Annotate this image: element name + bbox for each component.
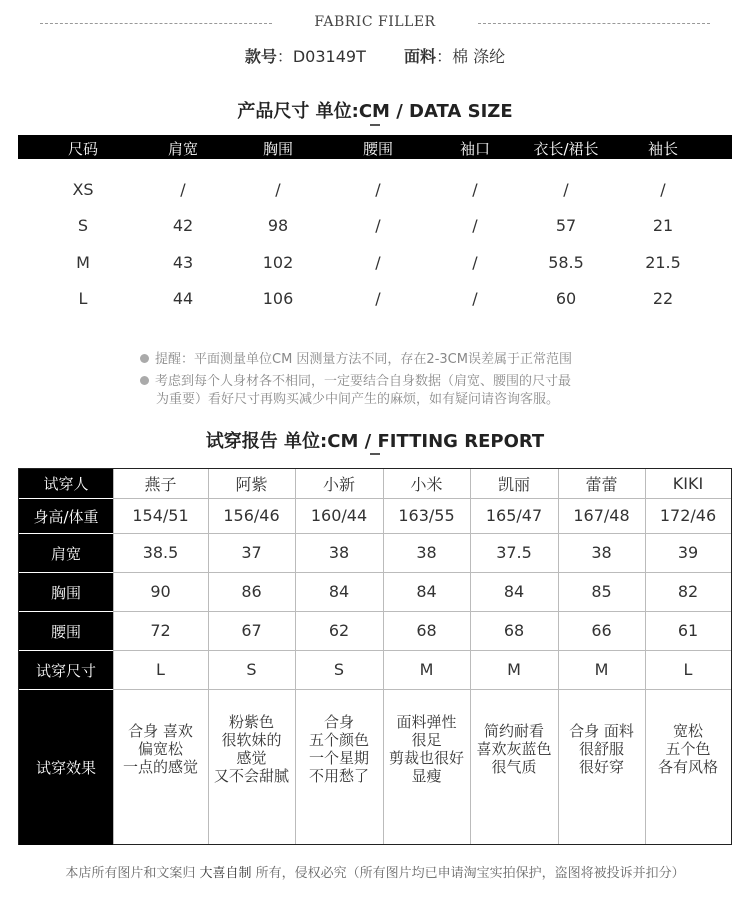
height-weight-cell: 163/55 [398,506,455,525]
size-table-header [18,135,732,159]
tester-name: 小米 [410,475,443,494]
note-advice: 考虑到每个人身材各不相同，一定要结合自身数据（肩宽、腰围的尺寸最 [140,370,571,389]
height-weight-cell: 156/46 [223,506,280,525]
chest-cell: 84 [416,582,437,601]
label-fit-effect: 试穿效果 [19,689,113,845]
note-measurement: 提醒：平面测量单位CM 因测量方法不同，存在2-3CM误差属于正常范围 [140,348,572,367]
shoulder-cell: 38 [416,543,437,562]
copyright-footer: 本店所有图片和文案归 大喜自制 所有，侵权必究（所有图片均已申请淘宝实拍保护，盗图将被投诉并扣分） [65,866,685,881]
tester-name: 小新 [322,475,355,494]
tester-name: KIKI [672,474,704,493]
waist-cell: 72 [150,621,171,640]
divider-right [478,23,710,24]
style-value: D03149T [292,47,366,66]
fit-size-cell: L [156,660,165,679]
waist-cell: 68 [416,621,437,640]
col-waist: 腰围 [362,140,393,158]
tester-name: 蕾蕾 [585,475,618,494]
fit-effect-cell: 合身 五个颜色 一个星期 不用愁了 [308,713,369,785]
waist-cell: 62 [328,621,350,640]
height-weight-cell: 167/48 [573,506,630,525]
title-dash [370,124,380,126]
height-weight-cell: 154/51 [132,506,189,525]
chest-cell: 84 [328,582,350,601]
col-length: 衣长/裙长 [533,140,599,158]
size-row: S 42 98 / / 57 21 [77,216,674,235]
col-size: 尺码 [67,140,98,158]
col-chest: 胸围 [262,140,293,158]
height-weight-cell: 172/46 [659,506,717,525]
col-cuff: 袖口 [459,140,490,158]
label-waist: 腰围 [19,611,113,651]
shoulder-cell: 37.5 [496,543,532,562]
fit-size-cell: M [594,660,609,679]
fit-size-cell: M [507,660,521,679]
bullet-icon [140,354,149,363]
shoulder-cell: 39 [677,543,699,562]
tester-name: 凯丽 [497,475,530,494]
fit-size-cell: L [683,660,693,679]
fit-size-cell: S [246,660,257,679]
label-chest: 胸围 [19,572,113,612]
size-row: L 44 106 / / 60 22 [78,289,674,308]
tester-name: 阿紫 [235,475,268,494]
waist-cell: 61 [677,621,699,640]
col-sleeve: 袖长 [647,140,678,158]
brand-header [40,12,710,36]
tester-name: 燕子 [144,475,177,494]
style-label: 款号 [244,47,277,66]
brand-name: FABRIC FILLER [314,14,436,30]
fit-effect-cell: 简约耐看 喜欢灰蓝色 很气质 [476,722,552,776]
size-row: XS / / / / / / [72,180,666,199]
fit-effect-cell: 合身 面料 很舒服 很好穿 [569,722,634,776]
bullet-icon [140,376,149,385]
col-shoulder: 肩宽 [167,140,198,158]
note-advice-cont: 为重要）看好尺寸再购买减少中间产生的麻烦，如有疑问请咨询客服。 [156,392,560,407]
shoulder-cell: 38 [591,543,612,562]
label-fit-size: 试穿尺寸 [19,650,113,690]
fit-effect-cell: 合身 喜欢 偏宽松 一点的感觉 [122,722,198,776]
height-weight-cell: 165/47 [485,506,543,525]
chest-cell: 85 [591,582,612,601]
waist-cell: 67 [241,621,262,640]
waist-cell: 68 [503,621,525,640]
shoulder-cell: 38 [328,543,350,562]
label-shoulder: 肩宽 [19,533,113,573]
fabric-value: 棉 涤纶 [452,47,506,66]
size-row: M 43 102 / / 58.5 21.5 [76,253,681,272]
fit-size-cell: S [333,660,345,679]
label-tester: 试穿人 [19,469,113,498]
fit-effect-cell: 粉紫色 很软妹的 感觉 又不会甜腻 [213,713,289,785]
fabric-label: 面料 [404,47,437,66]
product-info: 款号：D03149T 面料：棉 涤纶 [244,47,506,66]
footer-brand: 大喜自制 [199,866,252,881]
chest-cell: 82 [677,582,699,601]
height-weight-cell: 160/44 [310,506,368,525]
shoulder-cell: 38.5 [142,543,179,562]
chest-cell: 86 [241,582,262,601]
chest-cell: 84 [503,582,525,601]
size-section-title: 产品尺寸 单位:CM / DATA SIZE [237,101,513,122]
shoulder-cell: 37 [241,543,262,562]
fit-effect-cell: 面料弹性 很足 剪裁也很好 显瘦 [388,713,464,785]
chest-cell: 90 [150,582,171,601]
waist-cell: 66 [591,621,612,640]
fitting-table [18,468,732,845]
fit-section-title: 试穿报告 单位:CM / FITTING REPORT [205,431,545,452]
fit-effect-cell: 宽松 五个色 各有风格 [657,722,718,776]
fit-size-cell: M [419,660,434,679]
title-dash [370,453,380,455]
label-height-weight: 身高/体重 [19,498,113,534]
